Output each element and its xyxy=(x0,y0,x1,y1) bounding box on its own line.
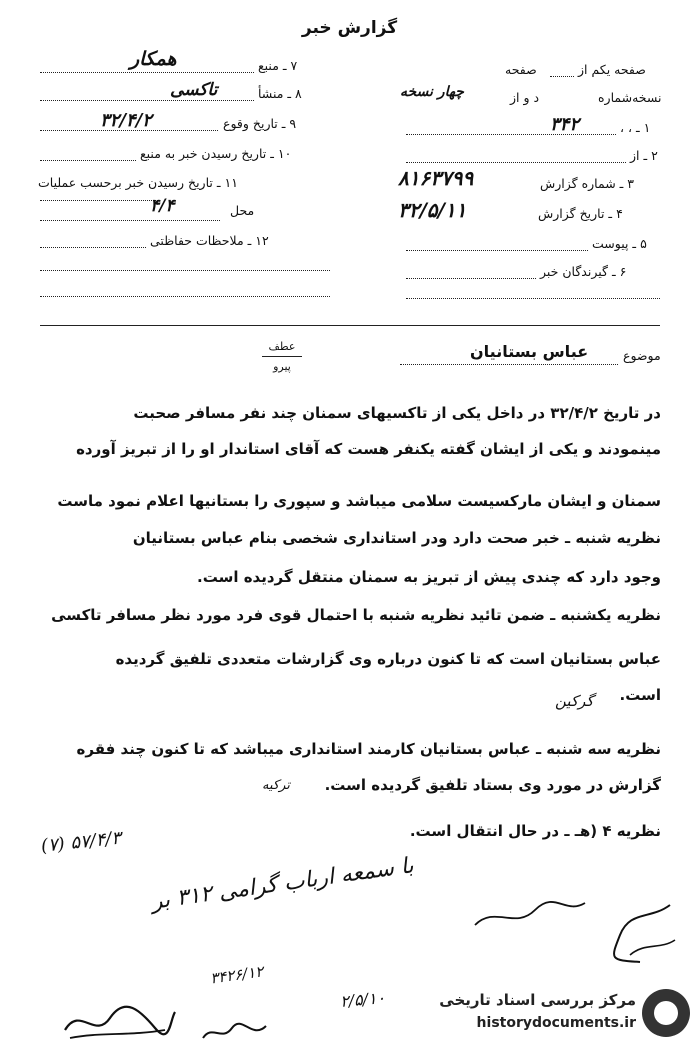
body-line: در تاریخ ۳۲/۴/۲ در داخل یکی از تاکسیهای سمنان چند نفر مسافر صحبت xyxy=(133,404,661,422)
dotted-line xyxy=(550,76,574,77)
dotted-line xyxy=(406,298,660,299)
dotted-line xyxy=(40,270,330,271)
dotted-line xyxy=(40,72,254,73)
dotted-line xyxy=(40,296,330,297)
handwritten-note-2: ترکیه xyxy=(262,778,290,793)
subject-value: عباس بستانیان xyxy=(470,342,589,361)
watermark-site: historydocuments.ir xyxy=(476,1015,636,1031)
signature-scribble-1 xyxy=(60,1000,180,1045)
dotted-line xyxy=(40,220,220,221)
body-line: نظریه شنبه ـ خبر صحت دارد ودر استانداری شخصی بنام عباس بستانیان xyxy=(132,529,661,547)
dotted-line xyxy=(400,364,618,365)
reference-peyro: پیرو xyxy=(273,360,291,373)
body-line: گزارش در مورد وی بستاد تلفیق گردیده است. xyxy=(324,776,661,794)
field-value-source: همکار xyxy=(130,48,177,70)
field-suffix-copies: چهار نسخه xyxy=(400,84,464,100)
handwritten-note-1: گرکین xyxy=(555,692,594,710)
dotted-line xyxy=(406,134,616,135)
watermark xyxy=(420,985,690,1045)
handwritten-number-1: ۳۴۲۶/۱۲ xyxy=(209,962,265,988)
field-value-report-number: ۸۱۶۳۷۹۹ xyxy=(398,166,474,190)
dotted-line xyxy=(406,162,626,163)
field-value-occurrence-date: ۳۲/۴/۲ xyxy=(100,110,152,131)
body-line: نظریه سه شنبه ـ عباس بستانیان کارمند استانداری میباشد که تا کنون چند فقره xyxy=(76,740,661,758)
dotted-line xyxy=(40,247,146,248)
field-value-report-date: ۳۲/۵/۱۱ xyxy=(398,198,467,222)
body-line: مینمودند و یکی از ایشان گفته یکنفر هست که آقای استاندار او را از تبریز آورده xyxy=(76,440,661,458)
field-label-from: ۲ ـ از xyxy=(630,148,658,163)
body-line: وجود دارد که چندی پیش از تبریز به سمنان منتقل گردیده است. xyxy=(197,568,661,586)
signature-scribble-4 xyxy=(470,895,590,935)
field-value-origin: تاکسی xyxy=(170,80,218,100)
handwritten-date: ۵۷/۴/۳ (۷) xyxy=(40,827,123,857)
field-label-place: محل xyxy=(230,203,255,218)
body-line: عباس بستانیان است که تا کنون درباره وی گزارشات متعددی تلفیق گردیده xyxy=(115,650,661,668)
field-label-recipients: ۶ ـ گیرندگان خبر xyxy=(540,264,627,279)
watermark-org: مرکز بررسی اسناد تاریخی xyxy=(439,991,636,1009)
field-label-copy-number: نسخه‌شماره xyxy=(598,90,662,105)
body-line: نظریه یکشنبه ـ ضمن تائید نظریه شنبه با احتمال قوی فرد مورد نظر مسافر تاکسی xyxy=(51,606,661,624)
dotted-line xyxy=(40,100,254,101)
body-line: است. xyxy=(619,686,661,704)
field-label-news-to-source: ۱۰ ـ تاریخ رسیدن خبر به منبع xyxy=(140,146,292,161)
signature-scribble-3 xyxy=(600,900,680,970)
dotted-line xyxy=(40,160,136,161)
field-label-1: ۱ ـ ، ، xyxy=(620,120,651,135)
signature-scribble-2 xyxy=(200,1020,270,1045)
field-label-news-per-operations: ۱۱ ـ تاریخ رسیدن خبر برحسب عملیات xyxy=(38,175,238,190)
page-title: گزارش خبر xyxy=(301,18,398,38)
subject-label: موضوع xyxy=(623,348,661,363)
reference-box xyxy=(262,340,302,373)
reference-atf: عطف xyxy=(268,340,296,353)
field-label-report-date: ۴ ـ تاریخ گزارش xyxy=(538,206,623,221)
handwritten-archive-line: با سمعه ارباب گرامی ۳۱۲ بر xyxy=(150,853,416,915)
field-label-source: ۷ ـ منبع xyxy=(258,58,298,73)
field-suffix-page: صفحه xyxy=(505,62,537,77)
body-line: سمنان و ایشان مارکسیست سلامی میباشد و سپوری را بستانیها اعلام نمود ماست xyxy=(57,492,661,510)
field-label-origin: ۸ ـ منشأ xyxy=(258,86,302,101)
handwritten-number-2: ۲/۵/۱۰ xyxy=(339,988,386,1011)
reference-divider xyxy=(262,356,302,357)
field-value-place: ۴/۴ xyxy=(150,196,175,216)
dotted-line xyxy=(406,250,588,251)
field-label-attachment: ۵ ـ پیوست xyxy=(592,236,647,251)
field-label-occurrence-date: ۹ ـ تاریخ وقوع xyxy=(223,116,297,131)
field-label-security-notes: ۱۲ ـ ملاحظات حفاظتی xyxy=(150,233,269,248)
field-label-report-number: ۳ ـ شماره گزارش xyxy=(540,176,635,191)
divider xyxy=(40,325,660,326)
field-value-copy-number: د و از xyxy=(510,90,540,105)
archive-logo-icon xyxy=(642,989,690,1037)
body-line: نظریه ۴ (هـ ـ در حال انتقال است. xyxy=(409,822,661,840)
field-value-1: ۳۴۲ xyxy=(550,114,580,135)
dotted-line xyxy=(406,278,536,279)
dotted-line xyxy=(40,200,160,201)
field-label-page-of: صفحه یکم از xyxy=(578,62,646,77)
